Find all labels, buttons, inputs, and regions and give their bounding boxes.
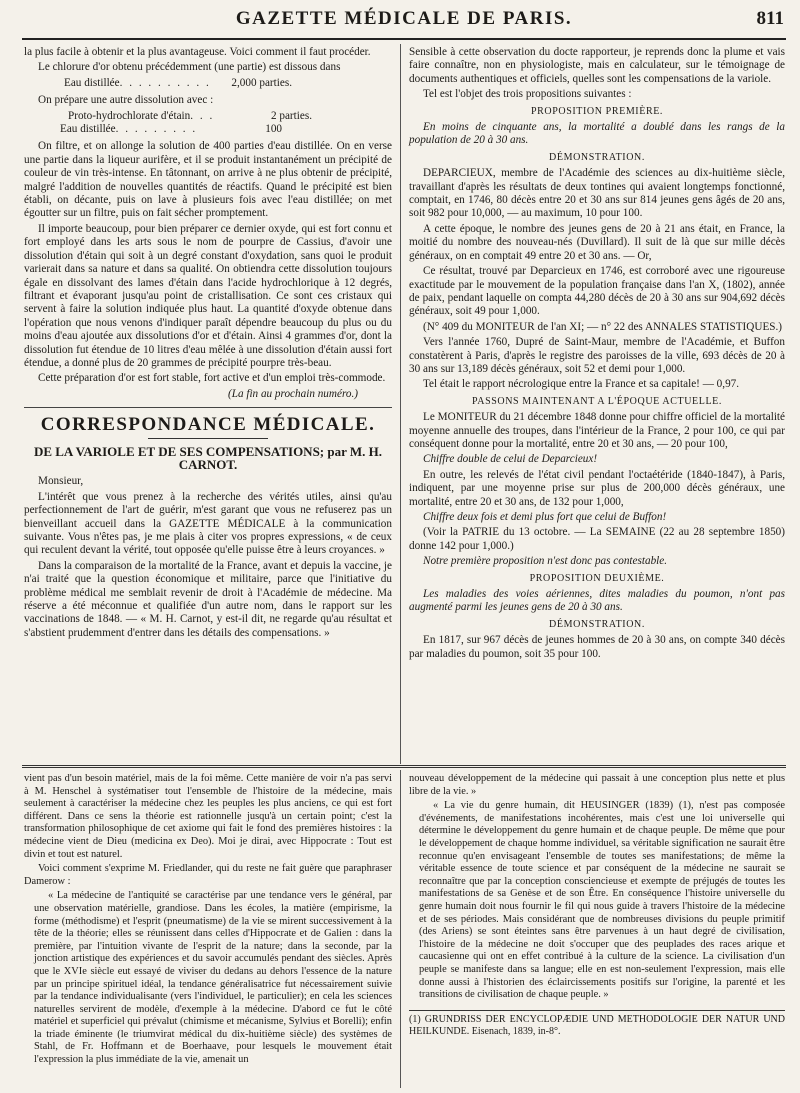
paragraph: Cette préparation d'or est fort stable, fort active et d'un emploi très-commode. [38, 372, 386, 385]
proposition-text: Les maladies des voies aériennes, dites maladies du poumon, n'ont pas augmenté parmi les jeunes gens de 20 à 30 ans. [409, 588, 785, 614]
journal-title: GAZETTE MÉDICALE DE PARIS. [235, 8, 573, 29]
section-title: CORRESPONDANCE MÉDICALE. [40, 414, 376, 436]
paragraph: L'intérêt que vous prenez à la recherche des vérités utiles, ainsi qu'au perfectionnement de l'art de guérir, m'est garant que vous ne refuserez pas un bienveillant accueil dans la GAZETTE MÉDICALE à la communication suivante. Vous n'êtes pas, je me plais à citer vos propres expressions, « de ceux qui reculent devant la vérité, tout opposée qu'elle puisse être à leurs croyances. » [24, 490, 392, 557]
emphasis-line: Chiffre deux fois et demi plus fort que celui de Buffon! [423, 511, 667, 523]
recipe-row [24, 123, 392, 136]
demonstration-heading: DÉMONSTRATION. [549, 618, 645, 630]
page-number: 811 [756, 8, 784, 29]
proposition-text: En moins de cinquante ans, la mortalité a doublé dans les rangs de la population de 20 à 30 ans. [409, 121, 785, 147]
section-heading: PASSONS MAINTENANT A L'ÉPOQUE ACTUELLE. [472, 395, 722, 407]
proposition-heading: PROPOSITION DEUXIÈME. [529, 572, 665, 584]
leader-dots: . . . [190, 109, 215, 122]
quotation: « La vie du genre humain, dit HEUSINGER (1839) (1), n'est pas composée d'événements, de manifestations incohérentes, mais c'est une loi universelle qui détermine le développement du genre humain et de chaque peuple. De même que pour le développement de chaque homme individuel, sa véritable signification ne saurait être reconnue qu'en envisageant l'ensemble de toutes ses manifestations; de même la véritable essence de toute science et par conséquent de la médecine ne saurait se reconnaître que par la conception consciencieuse et exempte de préjugés de toutes les manifestations de sa Genèse et de son Être. En conséquence l'histoire universelle du genre humain doit nous fournir le fil qui nous guide à travers l'histoire de la médecine et de ses périodes. Mais considérant que de nombreuses divisions du peuple primitif (des Ariens) se sont éteintes sans être parvenues à un haut degré de civilisation, l'histoire de la médecine ne doit s'occuper que des peuplades des races arique et caucasienne qui ont en effet contribué à la culture de la science. La civilisation d'un peuple se manifeste dans sa langue; elle en est non-seulement l'expression, mais elle donne aussi à l'historien des éclaircissements positifs sur l'origine, la parenté et les transitions de civilisation de chaque peuple. » [419, 800, 785, 1001]
paragraph: vient pas d'un besoin matériel, mais de la foi même. Cette manière de voir n'a pas servi à M. Henschel à systématiser tout l'ensemble de l'histoire de la médecine, mais seulement à caractériser la médecine chez les peuples les plus anciens, ce qui est fort différent. Dans ce sens la théorie est rationnelle jusqu'à un certain point; c'est la transformation philosophique de cet axiome qui fait le fond des premières histoires : la médecine vient de Dieu (medicina ex Deo). Moi je dirai, avec Hippocrate : Tout est divin et tout est naturel. [24, 773, 392, 860]
paragraph: A cette époque, le nombre des jeunes gens de 20 à 21 ans était, en France, la moitié du nombre des nouveau-nés (Duvillard). Il suit de là que sur mille décès généraux, on en comptait 49 entre 20 et 30 ans. — Or, [409, 222, 785, 262]
paragraph: Voici comment s'exprime M. Friedlander, qui du reste ne fait guère que paraphraser Damerow : [24, 863, 392, 887]
recipe-ingredient: Proto-hydrochlorate d'étain [68, 109, 191, 122]
paragraph: (N° 409 du MONITEUR de l'an XI; — n° 22 des ANNALES STATISTIQUES.) [423, 320, 783, 333]
emphasis-line: Notre première proposition n'est donc pas contestable. [423, 555, 668, 568]
proposition-heading: PROPOSITION PREMIÈRE. [530, 105, 664, 117]
recipe-row [24, 110, 392, 123]
recipe-row [24, 77, 392, 90]
recipe-ingredient: Eau distillée [64, 76, 120, 89]
demonstration-heading: DÉMONSTRATION. [549, 151, 645, 163]
paragraph: En outre, les relevés de l'état civil pendant l'octaétéride (1840-1847), à Paris, indiquent, par une moyenne prise sur plus de 200,000 décès généraux, une mortalité, entre 20 et 30 ans, de 132 pour 1,000, [409, 468, 785, 508]
paragraph: Tel était le rapport nécrologique entre la France et sa capitale! — 0,97. [423, 378, 740, 391]
paragraph: On prépare une autre dissolution avec : [38, 94, 214, 107]
salutation: Monsieur, [38, 475, 84, 488]
footnote: (1) GRUNDRISS DER ENCYCLOPÆDIE UND METHODOLOGIE DER NATUR UND HEILKUNDE. Eisenach, 1839, in-8°. [409, 1010, 785, 1039]
recipe-ingredient: Eau distillée [60, 123, 116, 136]
recipe-quantity: 100 [265, 123, 282, 136]
recipe-quantity: 2,000 parties. [231, 76, 292, 89]
paragraph: Le chlorure d'or obtenu précédemment (une partie) est dissous dans [38, 61, 341, 74]
paragraph: Sensible à cette observation du docte rapporteur, je reprends donc la plume et vais faire connaître, non en physiologiste, mais en calculateur, sur le témoignage de documents authentiques et officiels, quelles sont les compensations de la variole. [409, 46, 785, 85]
column-divider [400, 44, 401, 764]
column-upper-left [24, 46, 392, 642]
column-lower-right [409, 773, 785, 1039]
title-rule [148, 438, 268, 439]
paragraph: Il importe beaucoup, pour bien préparer ce dernier oxyde, qui est fort connu et fort employé dans les arts sous le nom de pourpre de Cassius, d'avoir une dissolution d'étain qui soit à un degré constant d'oxydation, sans quoi le produit varierait dans sa nature et dans sa qualité. On obtiendra cette dissolution toujours égale en dissolvant des lames d'étain dans l'acide hydrochlorique à 12 degrés, filtrant et évaporant jusqu'au point de cristallisation. Ce sont ces cristaux qui servent à faire la solution indiquée plus haut. La quantité d'oxyde obtenue dans l'opération que nous venons d'indiquer paraît dépendre beaucoup du plus ou du moins d'eau ajoutée aux dissolutions d'or et d'étain. Ainsi 4 grammes d'or, dont la dissolution fut étendue de 10 litres d'eau mêlée à une dissolution d'étain aussi fort étendue, a donné plus de 20 grammes de précipité pourpre très-beau. [24, 222, 392, 369]
column-upper-right [409, 46, 785, 663]
section-divider [24, 407, 392, 408]
paragraph: Le MONITEUR du 21 décembre 1848 donne pour chiffre officiel de la mortalité moyenne annuelle des troupes, dans l'intérieur de la France, 2 pour 100, ce qui par conséquent donne pour la mortalité, entre 20 et 30 ans, — 20 pour 100, [409, 411, 785, 450]
leader-dots: . . . . . . . . . . [119, 76, 211, 89]
page-header [22, 4, 786, 40]
leader-dots: . . . . . . . . . [115, 123, 198, 136]
paragraph: DEPARCIEUX, membre de l'Académie des sciences au dix-huitième siècle, travaillant d'après les résultats de deux tontines qui avaient longtemps fonctionné, comptait, en 1746, 80 décès entre 20 et 30 ans sur 814 jeunes gens âgés de 20 ans, soit 982 pour 10,000, — au maximum, 10 pour 100. [409, 167, 785, 220]
quotation: « La médecine de l'antiquité se caractérise par une tendance vers le général, par une observation matérielle, grandiose. Dans les écoles, la matière (empirisme, la forme (méthodisme) et l'esprit (pneumatisme) de la vie se mirent successivement à la tête de la théorie; elles se réunissent dans celles d'Hippocrate et de Galien : dans la première, par l'intuition vivante de l'esprit de la nature; dans la seconde, par la jonction artistique des expériences et du savoir accumulés pendant des siècles. Après que le XVIe siècle eut essayé de viviser du dedans au dehors l'essence de la nature par un principe spirituel idéal, la tendance généralisatrice fut nécessairement suivie par la tendance individualisante (vers l'individuel, le particulier); en cela les sciences naturelles servirent de modèle, d'exemple à la médecine. D'abord ce fut le côté matériel et superficiel qui prévalut (chimisme et mécanisme, Sylvius et Borelli); enfin la triade éminente (le triumvirat médical du dix-huitième siècle) des systèmes de Stahl, de Fr. Hoffmann et de Boerhaave, pour lesquels le mouvement était l'expression la plus immédiate de la vie, amenait un [34, 890, 392, 1066]
recipe-quantity: 2 parties. [270, 109, 312, 122]
column-lower-left [24, 773, 392, 1069]
recipe-table [24, 77, 392, 90]
column-divider [400, 770, 401, 1088]
page-section-divider [22, 765, 786, 768]
article-title: DE LA VARIOLE ET DE SES COMPENSATIONS; par M. H. CARNOT. [33, 443, 383, 472]
paragraph: nouveau développement de la médecine qui passait à une conception plus nette et plus libre de la vie. » [409, 773, 785, 797]
recipe-table [24, 110, 392, 137]
paragraph: Tel est l'objet des trois propositions suivantes : [423, 88, 632, 101]
paragraph: En 1817, sur 967 décès de jeunes hommes de 20 à 30 ans, on compte 340 décès par maladies du poumon, soit 35 pour 100. [409, 634, 785, 660]
paragraph: On filtre, et on allonge la solution de 400 parties d'eau distillée. On en verse une partie dans la liqueur aurifère, et il se produit instantanément un précipité de couleur de vin très-intense. En tâtonnant, on arrive à ne plus obtenir de précipité, malgré l'addition de nouvelles quantités de réactifs. Quand le précipité est bien établi, on décante, puis on lave à plusieurs fois avec l'eau distillée; on met égoutter sur un filtre, puis on fait sécher promptement. [24, 140, 392, 220]
emphasis-line: Chiffre double de celui de Deparcieux! [423, 453, 598, 466]
paragraph: (Voir la PATRIE du 13 octobre. — La SEMAINE (22 au 28 septembre 1850) donne 142 pour 1,000.) [409, 526, 785, 552]
paragraph: Ce résultat, trouvé par Deparcieux en 1746, est corroboré avec une rigoureuse exactitude par le mouvement de la population française dans l'an X, (1802), année de paix, pendant laquelle on compta 44,280 décès de 20 à 30 ans sur 904,692 décès généraux, soit 49 pour 1,000. [409, 265, 785, 318]
continuation-note: (La fin au prochain numéro.) [228, 387, 358, 400]
paragraph: la plus facile à obtenir et la plus avantageuse. Voici comment il faut procéder. [24, 46, 371, 58]
paragraph: Vers l'année 1760, Dupré de Saint-Maur, membre de l'Académie, et Buffon constatèrent à Paris, d'après le registre des paroisses de la ville, 693 décès de 20 à 30 ans sur 13,189 décès généraux, soit 52 et demi pour 1,000. [409, 336, 785, 375]
paragraph: Dans la comparaison de la mortalité de la France, avant et depuis la vaccine, je n'ai traité que la question économique et militaire, parce que l'initiative du problème médical me semblait revenir de droit à l'Académie de médecine. Ma réserve a été méconnue et qualifiée d'un autre nom, dans le rapport sur les vaccinations de 1848. — « M. H. Carnot, y est-il dit, ne regarde qu'au résultat et s'abstient prudemment d'entrer dans les détails des compensations. » [24, 559, 392, 639]
